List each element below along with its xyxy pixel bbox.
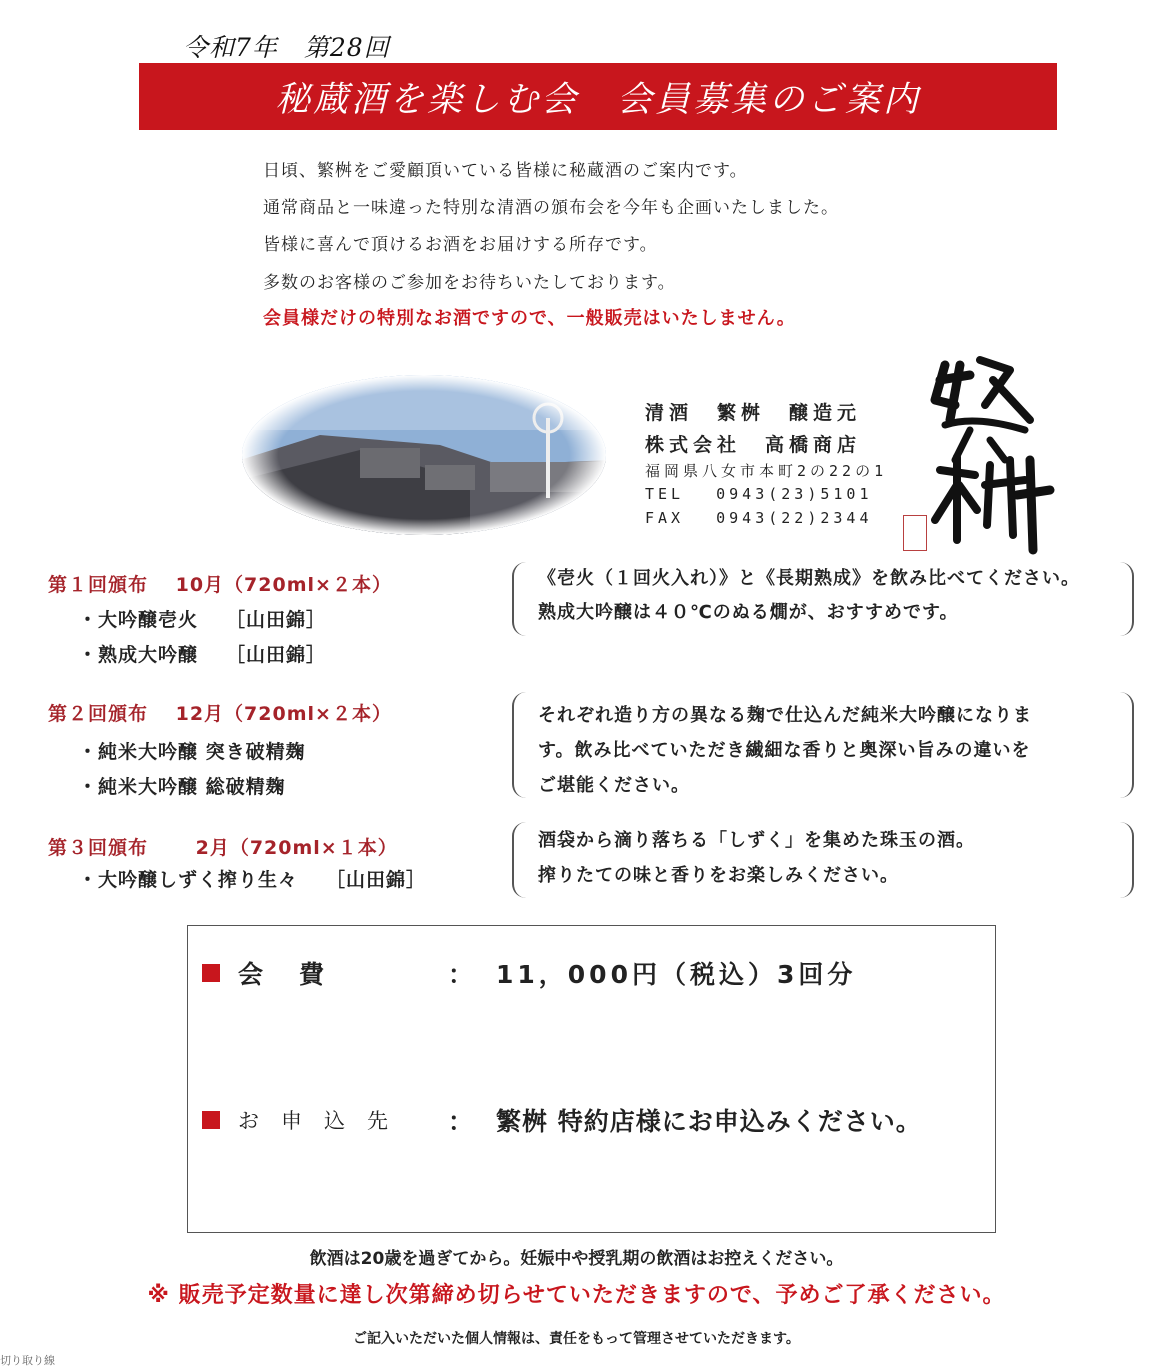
- company-line2: 株式会社 高橋商店: [645, 434, 862, 456]
- apply-value: 繁桝 特約店様にお申込みください。: [496, 1107, 922, 1136]
- distribution-item: ・純米大吟醸 突き破精麹: [78, 741, 306, 763]
- company-fax: FAX 0943(22)2344: [645, 509, 873, 527]
- apply-row: [202, 1102, 922, 1138]
- cut-line-label: 切り取り線: [0, 1354, 55, 1367]
- fee-colon: ：: [448, 960, 474, 989]
- distribution-note: 《壱火（１回火入れ）》と《長期熟成》を飲み比べてください。 熟成大吟醸は４０℃のぬる燗が、おすすめです。: [512, 562, 1134, 636]
- intro-line: 日頃、繁桝をご愛顧頂いている皆様に秘蔵酒のご案内です。: [263, 161, 748, 181]
- distribution-item: ・純米大吟醸 総破精麹: [78, 776, 286, 798]
- distribution-note: 酒袋から滴り落ちる「しずく」を集めた珠玉の酒。 搾りたての味と香りをお楽しみください。: [512, 822, 1134, 898]
- drinking-notice: 飲酒は20歳を過ぎてから。妊娠中や授乳期の飲酒はお控えください。: [309, 1249, 844, 1269]
- apply-label: お申込先: [238, 1109, 410, 1133]
- distribution-item: ・大吟醸しずく搾り生々 ［山田錦］: [78, 869, 427, 891]
- brand-logo-calligraphy: [915, 345, 1065, 555]
- distribution-note: それぞれ造り方の異なる麹で仕込んだ純米大吟醸になりま す。飲み比べていただき繊細な香りと奥深い旨みの違いを ご堪能ください。: [512, 692, 1134, 798]
- deadline-notice: ※ 販売予定数量に達し次第締め切らせていただきますので、予めご了承ください。: [147, 1283, 1006, 1308]
- apply-colon: ：: [448, 1107, 474, 1136]
- intro-line: 皆様に喜んで頂けるお酒をお届けする所存です。: [263, 235, 658, 255]
- brewery-photo: [240, 370, 608, 540]
- distribution-heading: 第３回頒布 2月（720ml×１本）: [48, 837, 398, 859]
- banner-title: 秘蔵酒を楽しむ会 会員募集のご案内: [139, 63, 1057, 130]
- intro-notice: 会員様だけの特別なお酒ですので、一般販売はいたしません。: [263, 308, 796, 329]
- intro-line: 多数のお客様のご参加をお待ちいたしております。: [263, 273, 676, 293]
- privacy-notice: ご記入いただいた個人情報は、責任をもって管理させていただきます。: [353, 1331, 800, 1347]
- seal-stamp: [903, 515, 927, 551]
- distribution-heading: 第２回頒布 12月（720ml×２本）: [48, 703, 392, 725]
- fee-row: [202, 955, 856, 991]
- distribution-heading: 第１回頒布 10月（720ml×２本）: [48, 574, 392, 596]
- company-line1: 清酒 繁桝 醸造元: [645, 402, 862, 424]
- bullet-square-icon: [202, 1111, 220, 1129]
- distribution-item: ・熟成大吟醸 ［山田錦］: [78, 644, 327, 666]
- company-tel: TEL 0943(23)5101: [645, 485, 873, 503]
- distribution-item: ・大吟醸壱火 ［山田錦］: [78, 609, 327, 631]
- intro-line: 通常商品と一味違った特別な清酒の頒布会を今年も企画いたしました。: [263, 198, 839, 218]
- fee-label: 会費: [238, 960, 361, 989]
- fee-value: 11，000円（税込）3回分: [496, 960, 857, 989]
- year-label: 令和7年 第28回: [183, 33, 390, 62]
- company-address: 福岡県八女市本町2の22の1: [645, 462, 888, 480]
- bullet-square-icon: [202, 964, 220, 982]
